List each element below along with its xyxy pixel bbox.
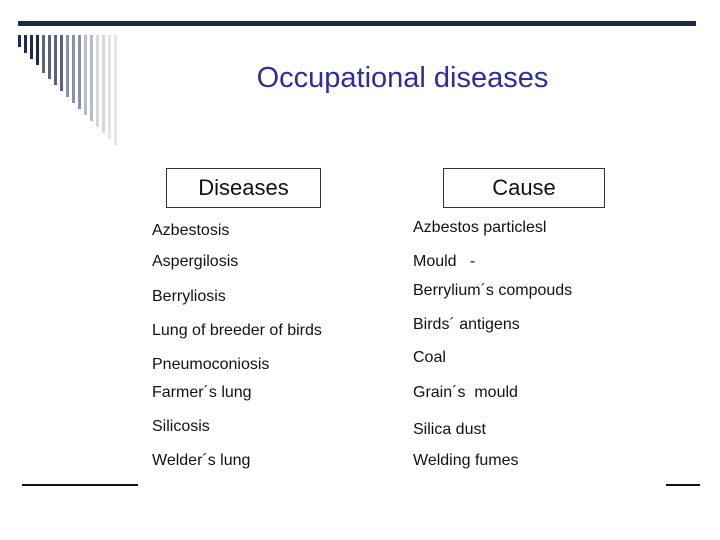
decorative-bar (18, 35, 21, 47)
disease-item: Welder´s lung (152, 452, 251, 469)
cause-item: Coal (413, 349, 446, 366)
cause-item: Birds´ antigens (413, 316, 520, 333)
cause-item: Mould - (413, 253, 476, 270)
bottom-left-rule (22, 484, 138, 486)
bottom-right-rule (666, 484, 700, 486)
cause-item: Silica dust (413, 421, 486, 438)
disease-item: Farmer´s lung (152, 384, 252, 401)
disease-item: Aspergilosis (152, 253, 239, 270)
disease-item: Azbestosis (152, 222, 230, 239)
cause-item: Welding fumes (413, 452, 519, 469)
diseases-header: Diseases (166, 168, 321, 208)
decorative-bar (24, 35, 27, 53)
cause-header: Cause (443, 168, 605, 208)
decorative-bar (36, 35, 39, 65)
cause-item: Grain´s mould (413, 384, 518, 401)
disease-item: Berryliosis (152, 288, 226, 305)
top-decorative-rule (18, 21, 696, 26)
cause-item: Azbestos particlesl (413, 219, 547, 236)
slide-title: Occupational diseases (256, 62, 549, 94)
cause-item: Berrylium´s compouds (413, 282, 573, 299)
decorative-bar (30, 35, 33, 59)
disease-item: Silicosis (152, 418, 210, 435)
disease-item: Pneumoconiosis (152, 356, 270, 373)
disease-item: Lung of breeder of birds (152, 322, 322, 339)
